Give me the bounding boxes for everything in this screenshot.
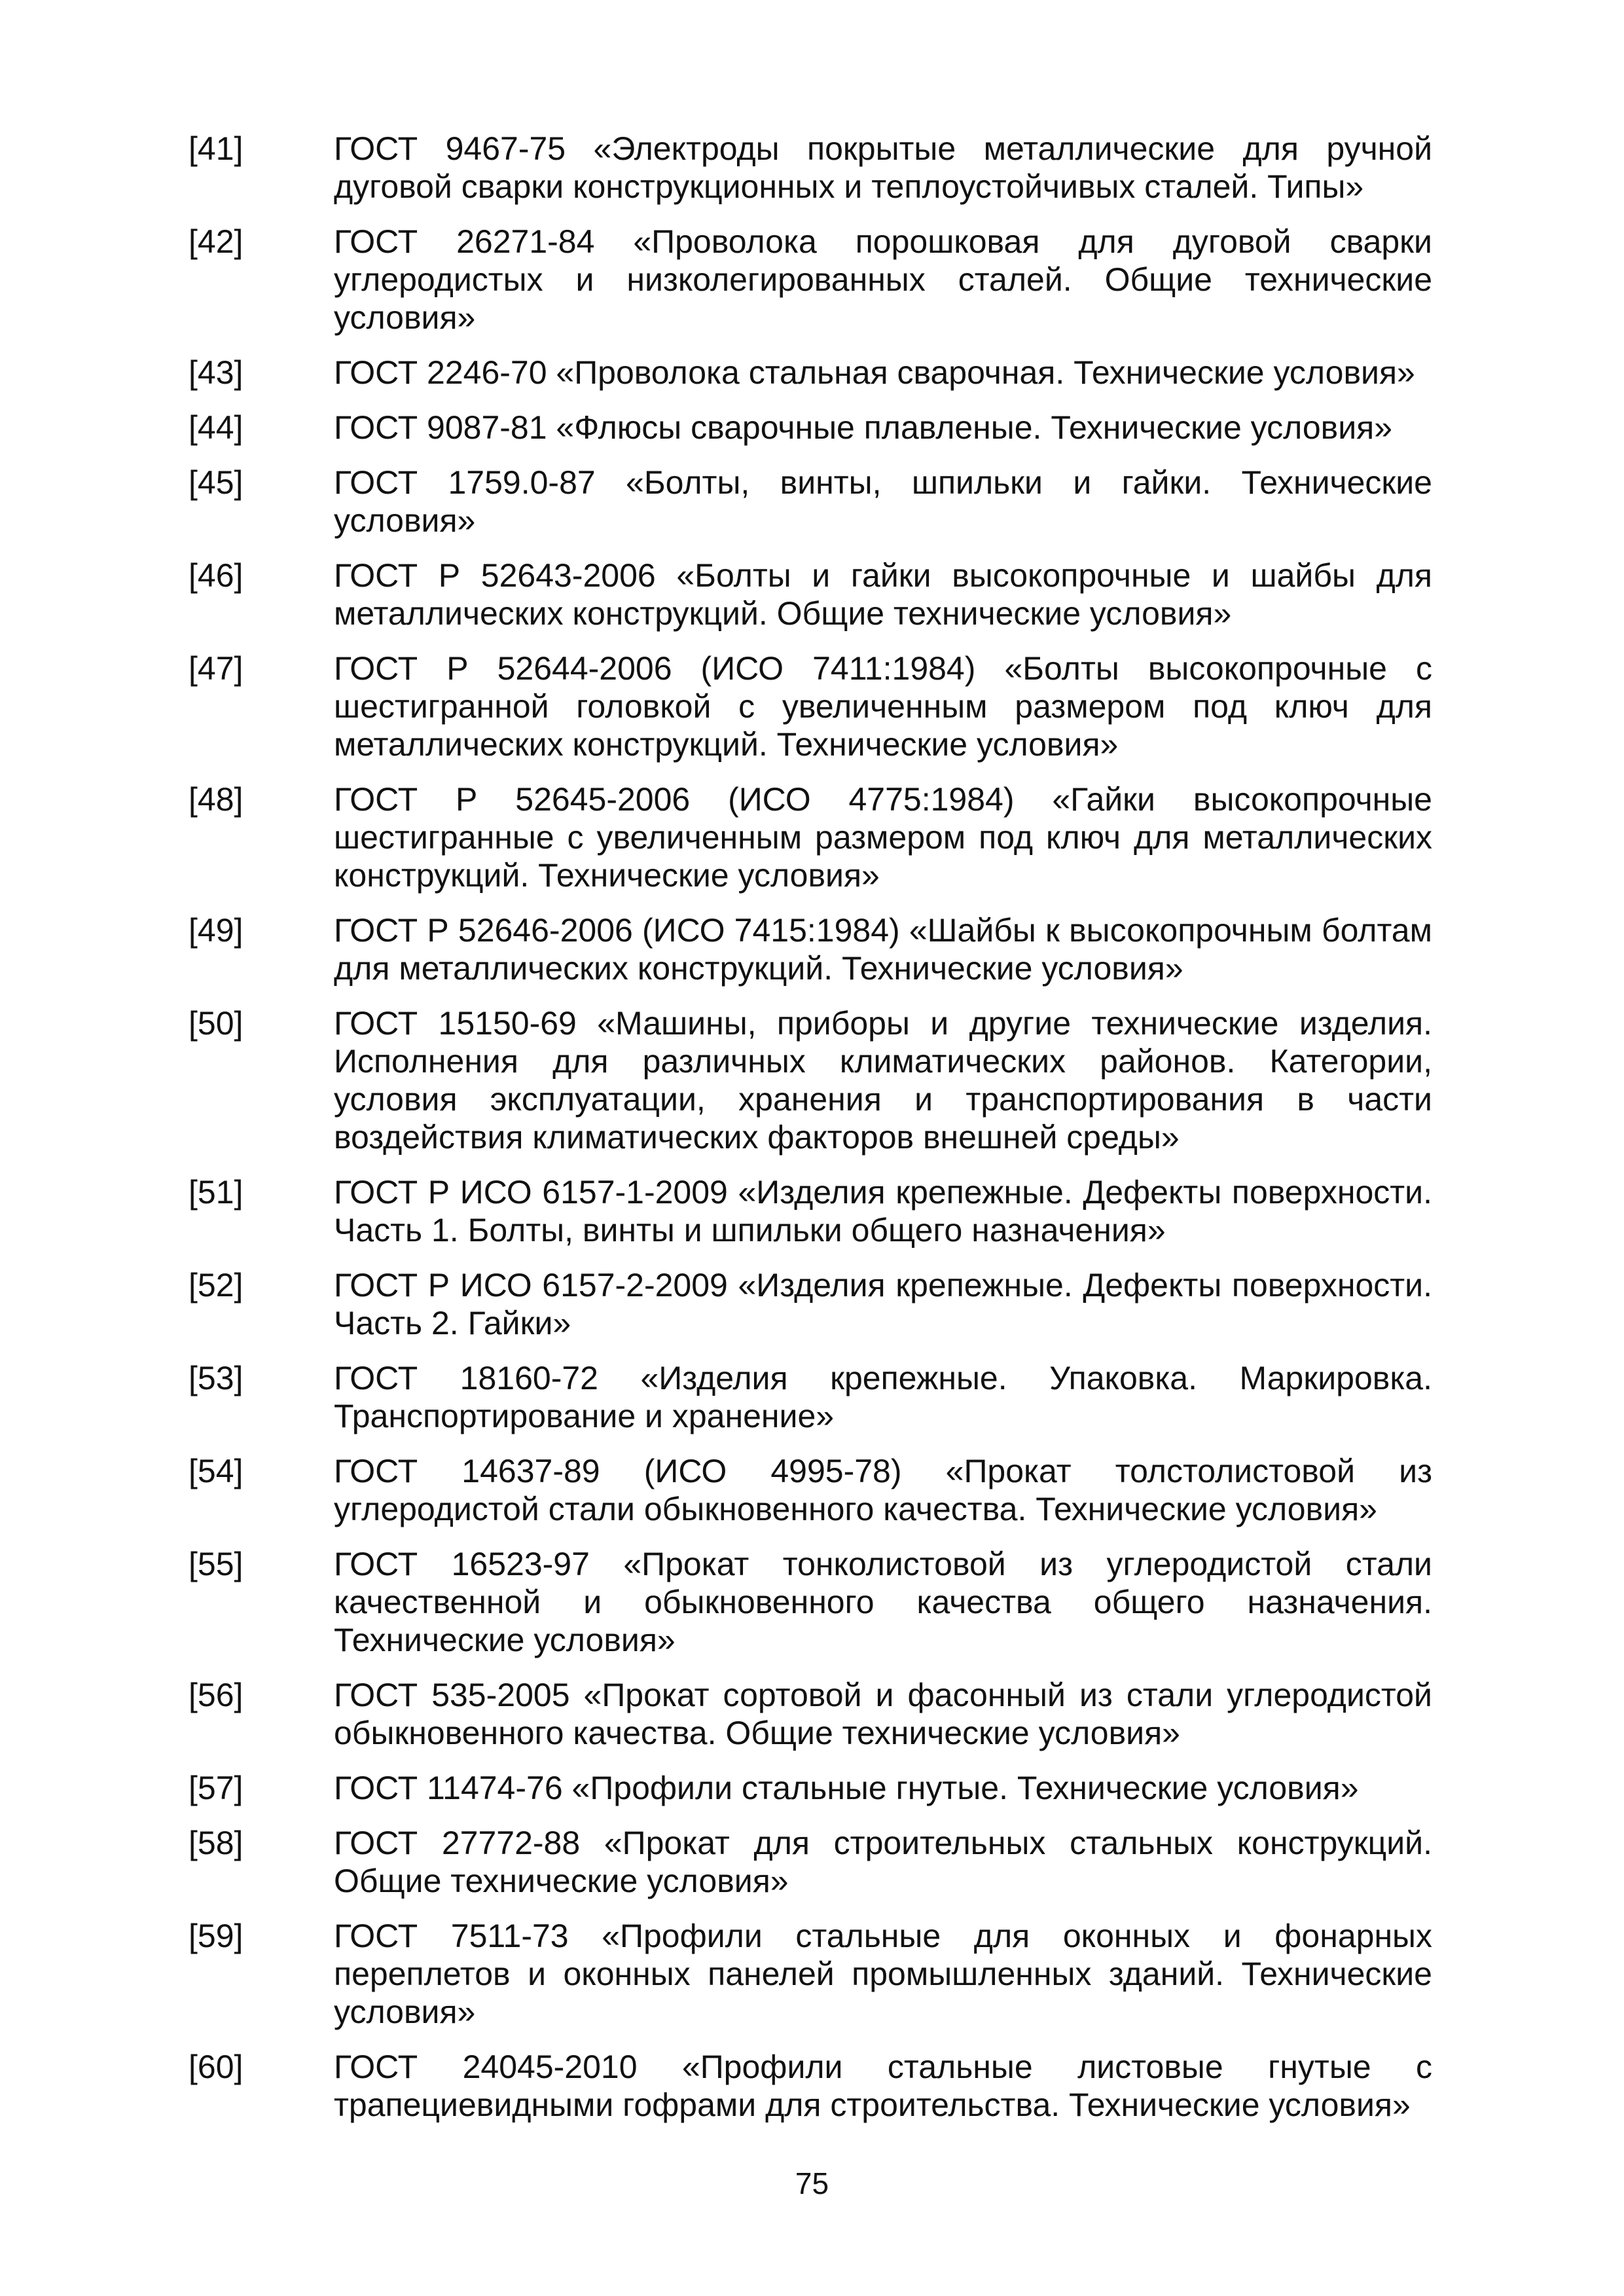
- reference-number: [42]: [189, 223, 244, 260]
- reference-number: [44]: [189, 409, 244, 446]
- reference-number: [53]: [189, 1360, 244, 1396]
- reference-text: ГОСТ Р 52646-2006 (ИСО 7415:1984) «Шайбы к высокопрочным болтам для металлических конструкций. Технические условия»: [334, 912, 1432, 987]
- reference-item: [189, 1545, 1432, 1659]
- reference-text: ГОСТ 18160-72 «Изделия крепежные. Упаковка. Маркировка. Транспортирование и хранение»: [334, 1360, 1432, 1434]
- reference-number: [57]: [189, 1770, 244, 1806]
- reference-number: [54]: [189, 1453, 244, 1489]
- reference-number: [45]: [189, 464, 244, 501]
- reference-text: ГОСТ 535-2005 «Прокат сортовой и фасонный из стали углеродистой обыкновенного качества. Общие технические условия»: [334, 1677, 1432, 1751]
- reference-number: [52]: [189, 1267, 244, 1303]
- reference-list: [189, 130, 1432, 2141]
- reference-text: ГОСТ 26271-84 «Проволока порошковая для дуговой сварки углеродистых и низколегированных сталей. Общие технические условия»: [334, 223, 1432, 336]
- reference-item: [189, 1452, 1432, 1528]
- reference-number: [58]: [189, 1825, 244, 1861]
- reference-item: [189, 1266, 1432, 1342]
- reference-number: [46]: [189, 557, 244, 594]
- reference-number: [60]: [189, 2049, 244, 2085]
- reference-number: [55]: [189, 1546, 244, 1582]
- reference-number: [50]: [189, 1005, 244, 1042]
- reference-item: [189, 354, 1432, 392]
- reference-text: ГОСТ Р 52644-2006 (ИСО 7411:1984) «Болты высокопрочные с шестигранной головкой с увеличенным размером под ключ для металлических конструкций. Технические условия»: [334, 650, 1432, 763]
- reference-item: [189, 911, 1432, 987]
- reference-text: ГОСТ 9087-81 «Флюсы сварочные плавленые. Технические условия»: [334, 409, 1393, 446]
- reference-text: ГОСТ Р ИСО 6157-1-2009 «Изделия крепежные. Дефекты поверхности. Часть 1. Болты, винты и шпильки общего назначения»: [334, 1174, 1432, 1248]
- reference-number: [43]: [189, 354, 244, 391]
- reference-item: [189, 223, 1432, 337]
- reference-text: ГОСТ 16523-97 «Прокат тонколистовой из углеродистой стали качественной и обыкновенного качества общего назначения. Технические условия»: [334, 1546, 1432, 1658]
- reference-text: ГОСТ 11474-76 «Профили стальные гнутые. Технические условия»: [334, 1770, 1359, 1806]
- reference-item: [189, 556, 1432, 632]
- reference-item: [189, 1769, 1432, 1807]
- reference-number: [56]: [189, 1677, 244, 1713]
- reference-item: [189, 409, 1432, 446]
- reference-number: [59]: [189, 1918, 244, 1954]
- reference-item: [189, 1917, 1432, 2031]
- reference-text: ГОСТ 2246-70 «Проволока стальная сварочная. Технические условия»: [334, 354, 1415, 391]
- reference-item: [189, 1359, 1432, 1435]
- reference-text: ГОСТ 15150-69 «Машины, приборы и другие технические изделия. Исполнения для различных климатических районов. Категории, условия эксплуатации, хранения и транспортирования в части воздействия климатических факторов внешней среды»: [334, 1005, 1432, 1156]
- reference-text: ГОСТ 24045-2010 «Профили стальные листовые гнутые с трапециевидными гофрами для строительства. Технические условия»: [334, 2049, 1432, 2123]
- reference-item: [189, 2048, 1432, 2124]
- reference-text: ГОСТ Р ИСО 6157-2-2009 «Изделия крепежные. Дефекты поверхности. Часть 2. Гайки»: [334, 1267, 1432, 1341]
- reference-text: ГОСТ 9467-75 «Электроды покрытые металлические для ручной дуговой сварки конструкционных и теплоустойчивых сталей. Типы»: [334, 130, 1432, 205]
- reference-item: [189, 1173, 1432, 1249]
- reference-text: ГОСТ 7511-73 «Профили стальные для оконных и фонарных переплетов и оконных панелей промышленных зданий. Технические условия»: [334, 1918, 1432, 2030]
- reference-item: [189, 1004, 1432, 1156]
- reference-number: [47]: [189, 650, 244, 687]
- reference-item: [189, 780, 1432, 894]
- reference-number: [51]: [189, 1174, 244, 1211]
- reference-item: [189, 130, 1432, 206]
- reference-text: ГОСТ 14637-89 (ИСО 4995-78) «Прокат толстолистовой из углеродистой стали обыкновенного качества. Технические условия»: [334, 1453, 1432, 1527]
- reference-text: ГОСТ 27772-88 «Прокат для строительных стальных конструкций. Общие технические условия»: [334, 1825, 1432, 1899]
- reference-text: ГОСТ Р 52643-2006 «Болты и гайки высокопрочные и шайбы для металлических конструкций. Общие технические условия»: [334, 557, 1432, 632]
- reference-number: [49]: [189, 912, 244, 949]
- reference-number: [48]: [189, 781, 244, 818]
- reference-item: [189, 464, 1432, 539]
- reference-item: [189, 649, 1432, 763]
- reference-item: [189, 1676, 1432, 1752]
- reference-text: ГОСТ 1759.0-87 «Болты, винты, шпильки и гайки. Технические условия»: [334, 464, 1432, 539]
- reference-text: ГОСТ Р 52645-2006 (ИСО 4775:1984) «Гайки высокопрочные шестигранные с увеличенным размером под ключ для металлических конструкций. Технические условия»: [334, 781, 1432, 894]
- reference-number: [41]: [189, 130, 244, 167]
- reference-item: [189, 1824, 1432, 1900]
- page-number: 75: [795, 2166, 829, 2200]
